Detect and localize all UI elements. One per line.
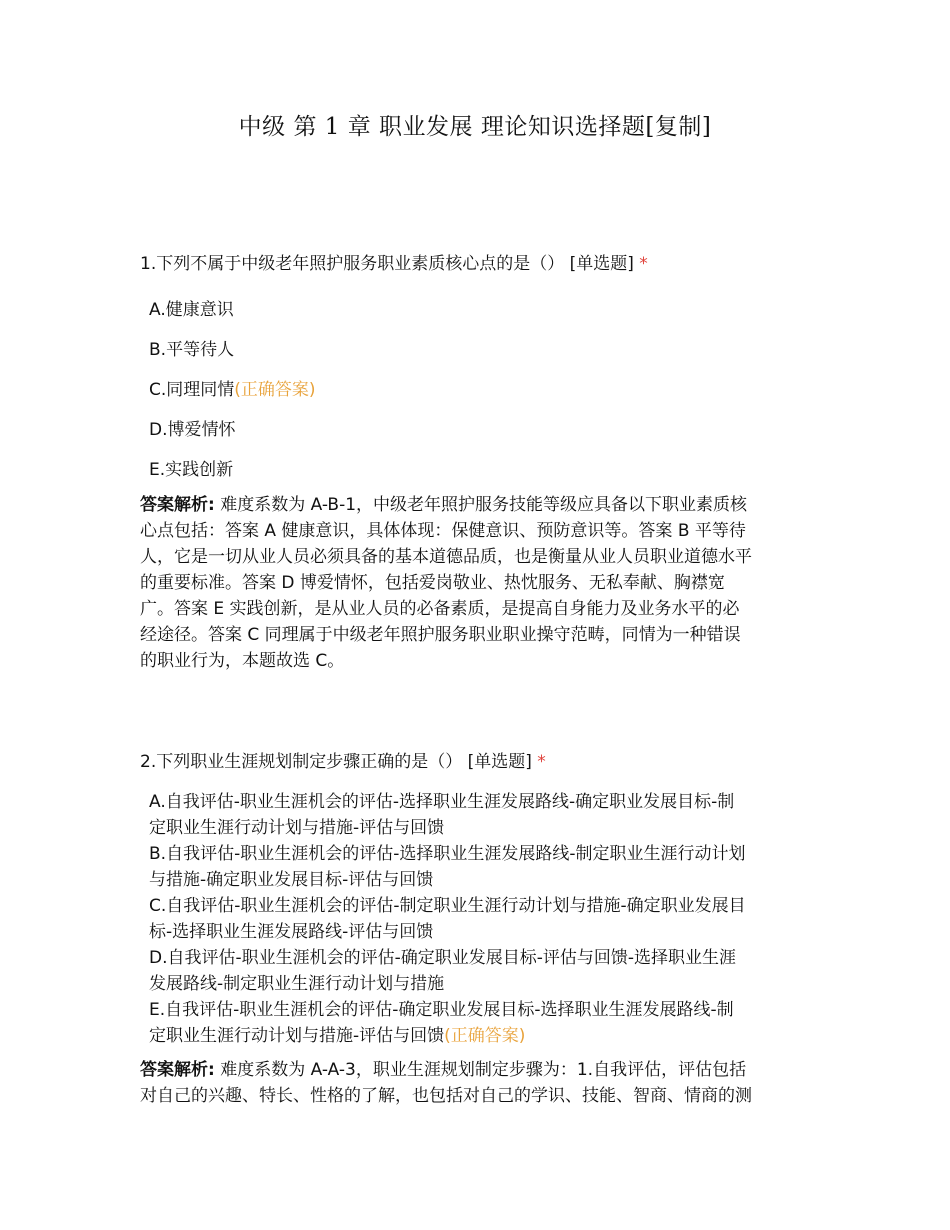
- option-e-text: E.实践创新: [149, 460, 234, 480]
- option-d-line: 发展路线-制定职业生涯行动计划与措施: [149, 974, 445, 994]
- option-a-line: 定职业生涯行动计划与措施-评估与回馈: [149, 818, 445, 838]
- option-c: [149, 377, 812, 417]
- answer-analysis: [140, 1057, 812, 1109]
- option-c-text: C.同理同情: [149, 380, 235, 400]
- analysis-line: 对自己的兴趣、特长、性格的了解，也包括对自己的学识、技能、智商、情商的测: [140, 1086, 752, 1106]
- option-c-line: 标-选择职业生涯发展路线-评估与回馈: [149, 922, 434, 942]
- required-marker: *: [639, 254, 648, 274]
- option-a: [149, 297, 812, 337]
- option-a: [149, 789, 812, 841]
- option-d-line: D.自我评估-职业生涯机会的评估-确定职业发展目标-评估与回馈-选择职业生涯: [149, 948, 737, 968]
- option-e-line: 定职业生涯行动计划与措施-评估与回馈: [149, 1026, 445, 1046]
- analysis-line: 难度系数为 A-B-1，中级老年照护服务技能等级应具备以下职业素质核: [220, 495, 748, 515]
- question-1: [140, 251, 812, 674]
- question-1-options: [140, 297, 812, 490]
- option-b-text: B.平等待人: [149, 340, 235, 360]
- analysis-label: 答案解析:: [140, 1060, 215, 1080]
- analysis-line: 人，它是一切从业人员必须具备的基本道德品质，也是衡量从业人员职业道德水平: [140, 547, 752, 567]
- question-2-options: [140, 789, 812, 1049]
- option-d: [149, 417, 812, 457]
- option-b-line: 与措施-确定职业发展目标-评估与回馈: [149, 870, 434, 890]
- question-2: [140, 749, 812, 1109]
- correct-answer-tag: (正确答案): [444, 1026, 526, 1046]
- option-c: [149, 893, 812, 945]
- option-b-line: B.自我评估-职业生涯机会的评估-选择职业生涯发展路线-制定职业生涯行动计划: [149, 844, 746, 864]
- analysis-line: 的职业行为，本题故选 C。: [140, 651, 345, 671]
- option-b: [149, 337, 812, 377]
- page-title: 中级 第 1 章 职业发展 理论知识选择题[复制]: [238, 114, 712, 140]
- question-1-heading: [140, 251, 812, 277]
- required-marker: *: [537, 752, 546, 772]
- option-d: [149, 945, 812, 997]
- option-d-text: D.博爱情怀: [149, 420, 236, 440]
- analysis-line: 经途径。答案 C 同理属于中级老年照护服务职业职业操守范畴，同情为一种错误: [140, 625, 741, 645]
- analysis-line: 广。答案 E 实践创新，是从业人员的必备素质，是提高自身能力及业务水平的必: [140, 599, 740, 619]
- question-2-text: 2.下列职业生涯规划制定步骤正确的是（） [单选题]: [140, 752, 532, 772]
- analysis-line: 心点包括：答案 A 健康意识，具体体现：保健意识、预防意识等。答案 B 平等待: [140, 521, 746, 541]
- answer-analysis: [140, 492, 812, 674]
- option-e-line: E.自我评估-职业生涯机会的评估-确定职业发展目标-选择职业生涯发展路线-制: [149, 1000, 734, 1020]
- option-e: [149, 997, 812, 1049]
- analysis-line: 难度系数为 A-A-3，职业生涯规划制定步骤为：1.自我评估，评估包括: [220, 1060, 747, 1080]
- option-e: [149, 457, 812, 490]
- option-a-text: A.健康意识: [149, 300, 234, 320]
- option-a-line: A.自我评估-职业生涯机会的评估-选择职业生涯发展路线-确定职业发展目标-制: [149, 792, 735, 812]
- option-c-line: C.自我评估-职业生涯机会的评估-制定职业生涯行动计划与措施-确定职业发展目: [149, 896, 746, 916]
- question-1-text: 1.下列不属于中级老年照护服务职业素质核心点的是（） [单选题]: [140, 254, 634, 274]
- question-2-heading: [140, 749, 812, 775]
- option-b: [149, 841, 812, 893]
- analysis-line: 的重要标准。答案 D 博爱情怀，包括爱岗敬业、热忱服务、无私奉献、胸襟宽: [140, 573, 725, 593]
- correct-answer-tag: (正确答案): [234, 380, 316, 400]
- analysis-label: 答案解析:: [140, 495, 215, 515]
